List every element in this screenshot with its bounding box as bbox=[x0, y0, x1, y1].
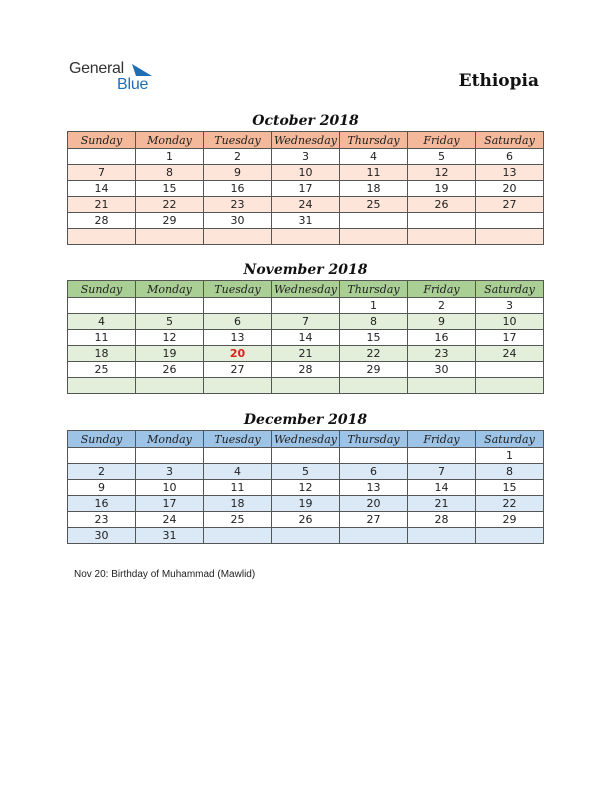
day-cell: 21 bbox=[68, 197, 136, 213]
day-cell: 11 bbox=[204, 480, 272, 496]
day-cell: 12 bbox=[272, 480, 340, 496]
day-cell bbox=[272, 378, 340, 394]
day-cell: 24 bbox=[272, 197, 340, 213]
day-cell: 16 bbox=[204, 181, 272, 197]
weekday-header: Monday bbox=[136, 281, 204, 298]
day-cell: 16 bbox=[408, 330, 476, 346]
weekday-header: Saturday bbox=[476, 281, 544, 298]
day-cell: 27 bbox=[476, 197, 544, 213]
day-cell: 3 bbox=[476, 298, 544, 314]
day-cell bbox=[408, 378, 476, 394]
day-cell bbox=[204, 528, 272, 544]
day-cell bbox=[408, 528, 476, 544]
month-title: November 2018 bbox=[243, 262, 368, 278]
day-cell bbox=[68, 229, 136, 245]
weekday-header-row bbox=[68, 132, 544, 149]
day-cell: 15 bbox=[136, 181, 204, 197]
weekday-header: Sunday bbox=[68, 132, 136, 149]
day-cell bbox=[408, 448, 476, 464]
weekday-header: Saturday bbox=[476, 132, 544, 149]
day-cell: 2 bbox=[204, 149, 272, 165]
week-row bbox=[68, 181, 544, 197]
day-cell: 22 bbox=[340, 346, 408, 362]
day-cell bbox=[340, 448, 408, 464]
weekday-header-row bbox=[68, 281, 544, 298]
week-row bbox=[68, 512, 544, 528]
weekday-header: Sunday bbox=[68, 281, 136, 298]
day-cell: 14 bbox=[68, 181, 136, 197]
weekday-header: Thursday bbox=[340, 281, 408, 298]
day-cell: 9 bbox=[408, 314, 476, 330]
day-cell: 30 bbox=[204, 213, 272, 229]
calendar-table bbox=[67, 430, 544, 544]
day-cell: 9 bbox=[68, 480, 136, 496]
day-cell: 9 bbox=[204, 165, 272, 181]
day-cell: 25 bbox=[204, 512, 272, 528]
day-cell: 7 bbox=[408, 464, 476, 480]
day-cell bbox=[68, 149, 136, 165]
holiday-day-cell: 20 bbox=[204, 346, 272, 362]
day-cell bbox=[476, 362, 544, 378]
day-cell bbox=[340, 229, 408, 245]
day-cell: 4 bbox=[68, 314, 136, 330]
day-cell bbox=[476, 213, 544, 229]
week-row bbox=[68, 149, 544, 165]
day-cell: 23 bbox=[204, 197, 272, 213]
weekday-header-row bbox=[68, 431, 544, 448]
day-cell: 27 bbox=[340, 512, 408, 528]
day-cell bbox=[204, 448, 272, 464]
day-cell: 31 bbox=[136, 528, 204, 544]
day-cell bbox=[340, 213, 408, 229]
day-cell: 2 bbox=[68, 464, 136, 480]
day-cell: 30 bbox=[68, 528, 136, 544]
day-cell: 13 bbox=[476, 165, 544, 181]
day-cell: 3 bbox=[136, 464, 204, 480]
day-cell bbox=[408, 213, 476, 229]
weekday-header: Friday bbox=[408, 132, 476, 149]
day-cell: 26 bbox=[408, 197, 476, 213]
day-cell: 17 bbox=[136, 496, 204, 512]
day-cell bbox=[136, 298, 204, 314]
day-cell: 14 bbox=[408, 480, 476, 496]
week-row bbox=[68, 298, 544, 314]
week-row bbox=[68, 314, 544, 330]
day-cell: 28 bbox=[68, 213, 136, 229]
day-cell bbox=[408, 229, 476, 245]
day-cell: 1 bbox=[340, 298, 408, 314]
week-row bbox=[68, 165, 544, 181]
weekday-header: Wednesday bbox=[272, 431, 340, 448]
day-cell: 12 bbox=[408, 165, 476, 181]
day-cell bbox=[204, 378, 272, 394]
day-cell: 11 bbox=[340, 165, 408, 181]
day-cell: 20 bbox=[476, 181, 544, 197]
day-cell bbox=[476, 229, 544, 245]
day-cell: 28 bbox=[408, 512, 476, 528]
month-november bbox=[67, 260, 544, 394]
day-cell: 24 bbox=[136, 512, 204, 528]
day-cell: 22 bbox=[136, 197, 204, 213]
month-october bbox=[67, 111, 544, 245]
logo-triangle-icon bbox=[132, 62, 154, 78]
day-cell bbox=[340, 378, 408, 394]
day-cell: 30 bbox=[408, 362, 476, 378]
weekday-header: Tuesday bbox=[204, 281, 272, 298]
week-row bbox=[68, 496, 544, 512]
day-cell: 19 bbox=[136, 346, 204, 362]
day-cell: 25 bbox=[340, 197, 408, 213]
day-cell: 10 bbox=[476, 314, 544, 330]
day-cell: 14 bbox=[272, 330, 340, 346]
day-cell: 27 bbox=[204, 362, 272, 378]
day-cell: 15 bbox=[340, 330, 408, 346]
day-cell: 7 bbox=[68, 165, 136, 181]
day-cell: 26 bbox=[136, 362, 204, 378]
day-cell bbox=[68, 298, 136, 314]
day-cell bbox=[68, 448, 136, 464]
weekday-header: Tuesday bbox=[204, 132, 272, 149]
weekday-header: Thursday bbox=[340, 132, 408, 149]
day-cell bbox=[204, 298, 272, 314]
day-cell: 12 bbox=[136, 330, 204, 346]
day-cell: 22 bbox=[476, 496, 544, 512]
week-row bbox=[68, 346, 544, 362]
day-cell: 16 bbox=[68, 496, 136, 512]
day-cell: 13 bbox=[204, 330, 272, 346]
day-cell bbox=[136, 229, 204, 245]
day-cell bbox=[340, 528, 408, 544]
day-cell bbox=[272, 298, 340, 314]
day-cell: 6 bbox=[204, 314, 272, 330]
week-row bbox=[68, 448, 544, 464]
day-cell: 18 bbox=[340, 181, 408, 197]
day-cell: 21 bbox=[272, 346, 340, 362]
week-row bbox=[68, 330, 544, 346]
day-cell: 13 bbox=[340, 480, 408, 496]
day-cell: 8 bbox=[340, 314, 408, 330]
day-cell bbox=[272, 229, 340, 245]
weekday-header: Tuesday bbox=[204, 431, 272, 448]
day-cell: 4 bbox=[340, 149, 408, 165]
day-cell: 19 bbox=[408, 181, 476, 197]
weekday-header: Friday bbox=[408, 281, 476, 298]
day-cell bbox=[136, 448, 204, 464]
day-cell: 18 bbox=[204, 496, 272, 512]
weekday-header: Wednesday bbox=[272, 281, 340, 298]
week-row bbox=[68, 378, 544, 394]
day-cell: 1 bbox=[476, 448, 544, 464]
day-cell: 2 bbox=[408, 298, 476, 314]
day-cell bbox=[272, 528, 340, 544]
day-cell: 7 bbox=[272, 314, 340, 330]
day-cell: 26 bbox=[272, 512, 340, 528]
day-cell: 29 bbox=[476, 512, 544, 528]
day-cell: 21 bbox=[408, 496, 476, 512]
week-row bbox=[68, 528, 544, 544]
day-cell: 31 bbox=[272, 213, 340, 229]
week-row bbox=[68, 464, 544, 480]
day-cell: 28 bbox=[272, 362, 340, 378]
day-cell: 4 bbox=[204, 464, 272, 480]
logo-text-general: General bbox=[69, 60, 124, 77]
day-cell: 5 bbox=[408, 149, 476, 165]
day-cell: 24 bbox=[476, 346, 544, 362]
weekday-header: Friday bbox=[408, 431, 476, 448]
day-cell bbox=[272, 448, 340, 464]
day-cell bbox=[136, 378, 204, 394]
generalblue-logo bbox=[69, 60, 169, 98]
week-row bbox=[68, 229, 544, 245]
day-cell: 3 bbox=[272, 149, 340, 165]
week-row bbox=[68, 480, 544, 496]
day-cell: 23 bbox=[68, 512, 136, 528]
day-cell: 17 bbox=[272, 181, 340, 197]
logo-text-blue: Blue bbox=[117, 76, 149, 93]
calendar-table bbox=[67, 131, 544, 245]
day-cell: 10 bbox=[136, 480, 204, 496]
day-cell: 20 bbox=[340, 496, 408, 512]
day-cell: 19 bbox=[272, 496, 340, 512]
day-cell: 5 bbox=[272, 464, 340, 480]
day-cell bbox=[476, 378, 544, 394]
day-cell: 17 bbox=[476, 330, 544, 346]
day-cell bbox=[68, 378, 136, 394]
day-cell: 29 bbox=[340, 362, 408, 378]
day-cell: 23 bbox=[408, 346, 476, 362]
day-cell: 11 bbox=[68, 330, 136, 346]
day-cell: 18 bbox=[68, 346, 136, 362]
weekday-header: Thursday bbox=[340, 431, 408, 448]
weekday-header: Saturday bbox=[476, 431, 544, 448]
week-row bbox=[68, 197, 544, 213]
day-cell: 25 bbox=[68, 362, 136, 378]
month-title: December 2018 bbox=[243, 412, 368, 428]
week-row bbox=[68, 362, 544, 378]
month-december bbox=[67, 410, 544, 544]
day-cell: 5 bbox=[136, 314, 204, 330]
day-cell: 29 bbox=[136, 213, 204, 229]
day-cell: 8 bbox=[136, 165, 204, 181]
weekday-header: Wednesday bbox=[272, 132, 340, 149]
weekday-header: Monday bbox=[136, 132, 204, 149]
day-cell: 10 bbox=[272, 165, 340, 181]
month-title: October 2018 bbox=[252, 113, 359, 129]
day-cell bbox=[476, 528, 544, 544]
day-cell: 8 bbox=[476, 464, 544, 480]
day-cell bbox=[204, 229, 272, 245]
calendar-table bbox=[67, 280, 544, 394]
weekday-header: Monday bbox=[136, 431, 204, 448]
holiday-note: Nov 20: Birthday of Muhammad (Mawlid) bbox=[74, 569, 256, 580]
day-cell: 6 bbox=[476, 149, 544, 165]
week-row bbox=[68, 213, 544, 229]
day-cell: 1 bbox=[136, 149, 204, 165]
country-title: Ethiopia bbox=[458, 71, 539, 91]
weekday-header: Sunday bbox=[68, 431, 136, 448]
day-cell: 6 bbox=[340, 464, 408, 480]
day-cell: 15 bbox=[476, 480, 544, 496]
